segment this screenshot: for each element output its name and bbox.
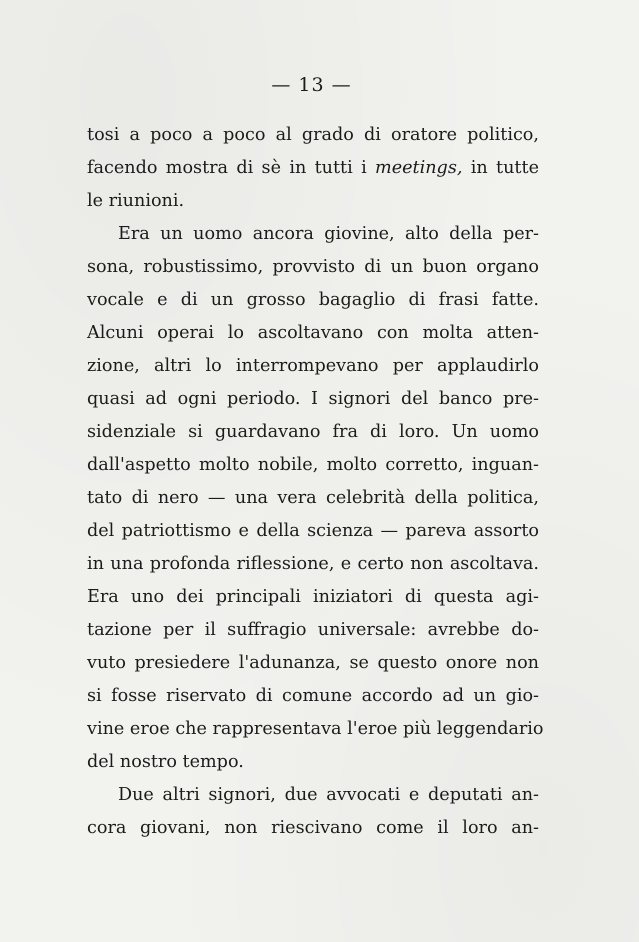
text-line: in una profonda riflessione, e certo non ascoltava. bbox=[87, 554, 539, 574]
text-line: Due altri signori, due avvocati e deputati an- bbox=[118, 785, 539, 805]
text-line: del nostro tempo. bbox=[87, 752, 244, 772]
paragraph bbox=[87, 218, 544, 779]
text-line: tazione per il suffragio universale: avrebbe do- bbox=[87, 620, 539, 640]
italic-word: meetings, bbox=[375, 158, 463, 178]
body-text bbox=[87, 119, 544, 845]
text-line: del patriottismo e della scienza — pareva assorto bbox=[87, 521, 539, 541]
text-line: tato di nero — una vera celebrità della politica, bbox=[87, 488, 539, 508]
text-line: le riunioni. bbox=[87, 191, 185, 211]
text-line: cora giovani, non riescivano come il loro an- bbox=[87, 818, 539, 838]
text-line: vuto presiedere l'adunanza, se questo onore non bbox=[87, 653, 539, 673]
text-line: vocale e di un grosso bagaglio di frasi fatte. bbox=[87, 290, 539, 310]
text-line: Era uno dei principali iniziatori di questa agi- bbox=[87, 587, 539, 607]
text-line: tosi a poco a poco al grado di oratore politico, bbox=[87, 125, 539, 145]
text-line: sidenziale si guardavano fra di loro. Un uomo bbox=[87, 422, 539, 442]
text-line: sona, robustissimo, provvisto di un buon organo bbox=[87, 257, 539, 277]
text-segment: facendo mostra di sè in tutti i bbox=[87, 158, 376, 178]
paragraph bbox=[87, 119, 539, 218]
text-line: Alcuni operai lo ascoltavano con molta atten- bbox=[87, 323, 539, 343]
text-line: si fosse riservato di comune accordo ad un gio- bbox=[87, 686, 539, 706]
text-line: dall'aspetto molto nobile, molto corretto, inguan- bbox=[87, 455, 539, 475]
text-line bbox=[87, 152, 539, 185]
page-number: — 13 — bbox=[271, 74, 352, 96]
paragraph bbox=[87, 779, 539, 845]
text-line: quasi ad ogni periodo. I signori del banco pre- bbox=[87, 389, 539, 409]
text-line: zione, altri lo interrompevano per applaudirlo bbox=[87, 356, 539, 376]
text-line: vine eroe che rappresentava l'eroe più leggendario bbox=[87, 719, 544, 739]
text-segment: in tutte bbox=[462, 158, 539, 178]
text-line: Era un uomo ancora giovine, alto della per- bbox=[118, 224, 539, 244]
